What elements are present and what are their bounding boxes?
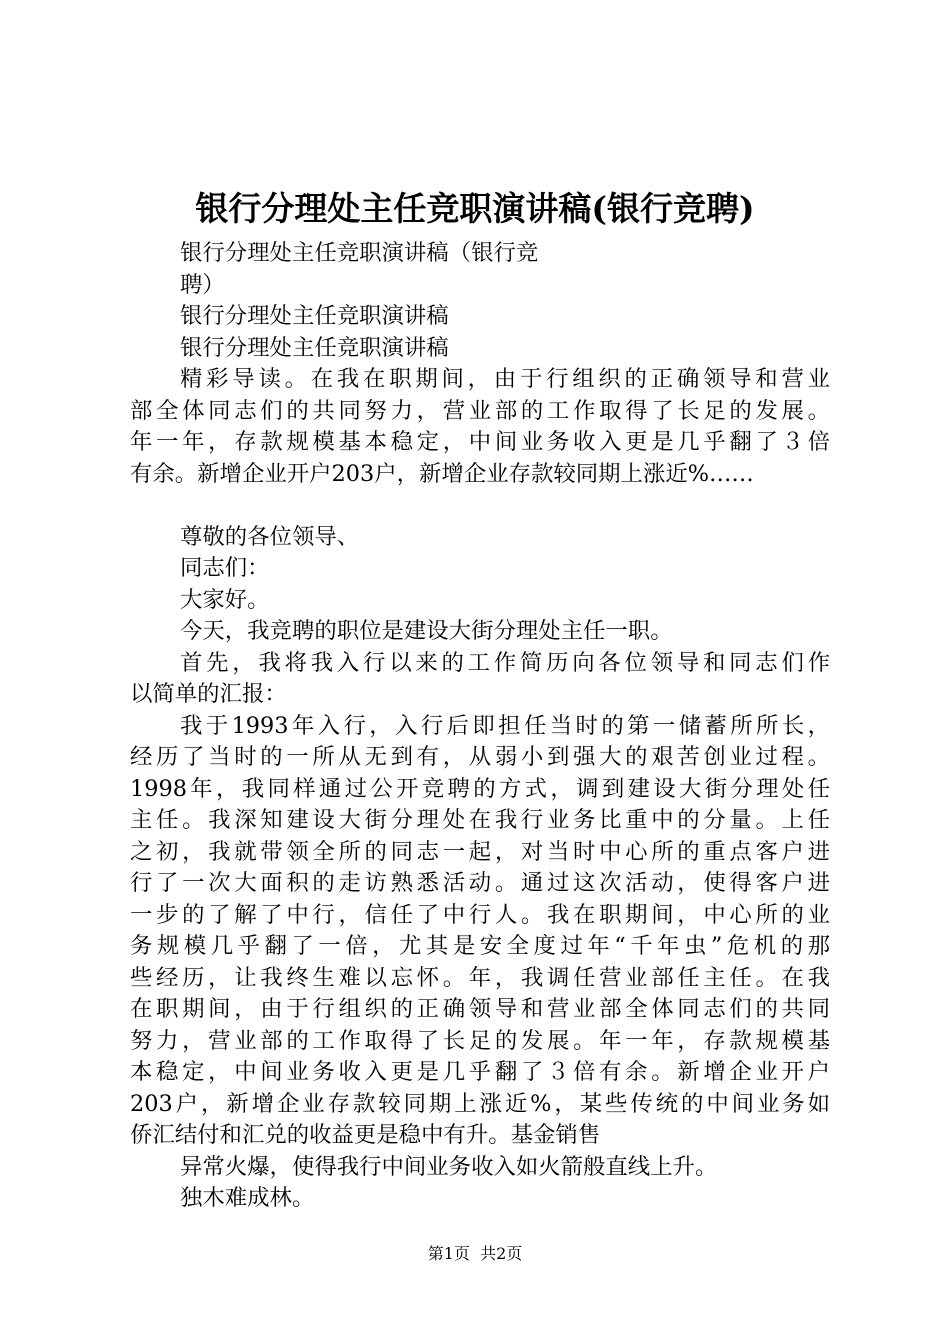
paragraph-line: 些经历，让我终生难以忘怀。年，我调任营业部任主任。在我	[130, 964, 830, 991]
paragraph-line: 有余。新增企业开户203户，新增企业存款较同期上涨近%……	[130, 460, 754, 487]
paragraph-line: 务规模几乎翻了一倍，尤其是安全度过年“千年虫”危机的那	[130, 933, 830, 959]
paragraph-line: 银行分理处主任竞职演讲稿	[180, 334, 449, 361]
paragraph-line: 之初，我就带领全所的同志一起，对当时中心所的重点客户进	[130, 838, 830, 865]
paragraph-line: 以简单的汇报：	[130, 681, 287, 707]
paragraph-line: 尊敬的各位领导、	[180, 523, 360, 550]
paragraph-line: 203户，新增企业存款较同期上涨近%，某些传统的中间业务如	[130, 1090, 830, 1117]
paragraph-line: 独木难成林。	[180, 1185, 315, 1211]
document-body	[130, 238, 830, 1215]
paragraph-line: 银行分理处主任竞职演讲稿	[180, 303, 449, 329]
paragraph-line: 行了一次大面积的走访熟悉活动。通过这次活动，使得客户进	[130, 870, 830, 896]
paragraph-line: 部全体同志们的共同努力，营业部的工作取得了长足的发展。	[130, 397, 830, 424]
paragraph-line: 我于1993年入行，入行后即担任当时的第一储蓄所所长，	[180, 712, 830, 739]
paragraph-line: 精彩导读。在我在职期间，由于行组织的正确领导和营业	[180, 366, 830, 392]
paragraph-line: 努力，营业部的工作取得了长足的发展。年一年，存款规模基	[130, 1027, 830, 1054]
paragraph-line: 侨汇结付和汇兑的收益更是稳中有升。基金销售	[130, 1122, 601, 1148]
paragraph-line: 本稳定，中间业务收入更是几乎翻了３倍有余。新增企业开户	[130, 1059, 830, 1085]
paragraph-line: 今天，我竞聘的职位是建设大街分理处主任一职。	[180, 618, 673, 644]
paragraph-line: 一步的了解了中行，信任了中行人。我在职期间，中心所的业	[130, 901, 830, 928]
page-footer: 第1页 共2页	[427, 1244, 523, 1263]
paragraph-line: 经历了当时的一所从无到有，从弱小到强大的艰苦创业过程。	[130, 744, 830, 770]
paragraph-line: 在职期间，由于行组织的正确领导和营业部全体同志们的共同	[130, 996, 830, 1022]
paragraph-line: 首先，我将我入行以来的工作简历向各位领导和同志们作	[180, 649, 830, 676]
blank-line	[130, 490, 830, 522]
paragraph-line: 1998年，我同样通过公开竞聘的方式，调到建设大街分理处任	[130, 775, 830, 802]
paragraph-line: 年一年，存款规模基本稳定，中间业务收入更是几乎翻了３倍	[130, 429, 830, 455]
paragraph-line: 大家好。	[180, 586, 270, 613]
paragraph-line: 银行分理处主任竞职演讲稿（银行竞	[180, 240, 539, 266]
page-title: 银行分理处主任竞职演讲稿(银行竞聘)	[195, 189, 755, 228]
paragraph-line: 主任。我深知建设大街分理处在我行业务比重中的分量。上任	[130, 807, 830, 833]
paragraph-line: 异常火爆，使得我行中间业务收入如火箭般直线上升。	[180, 1153, 718, 1180]
paragraph-line: 同志们：	[180, 555, 270, 581]
paragraph-line: 聘）	[180, 271, 225, 298]
